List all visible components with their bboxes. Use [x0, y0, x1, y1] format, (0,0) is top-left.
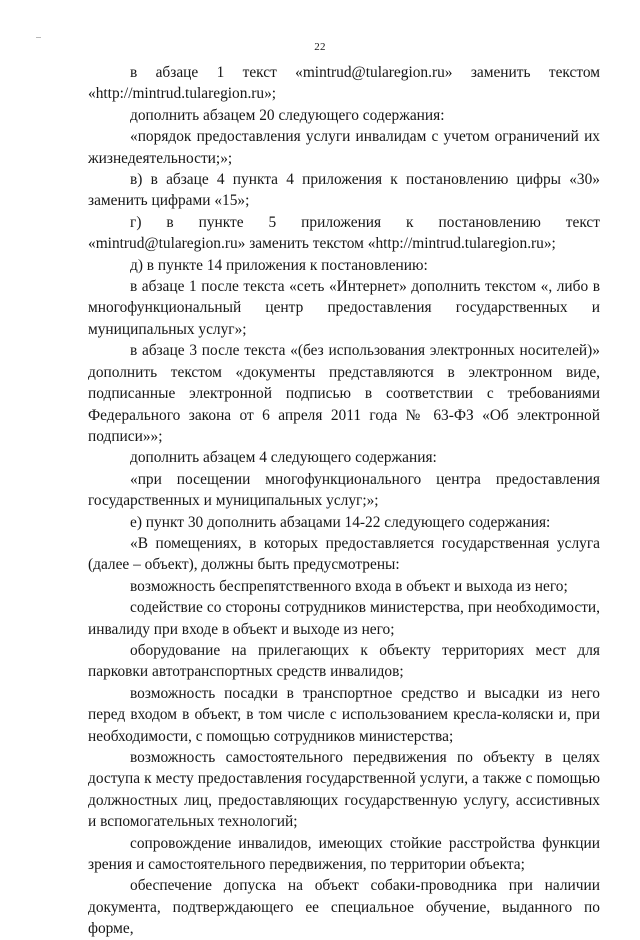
paragraph: в абзаце 1 текст «mintrud@tularegion.ru» заменить текстом «http://mintrud.tularegion.ru»; [88, 64, 600, 103]
paragraph: г) в пункте 5 приложения к постановлению текст «mintrud@tularegion.ru» заменить текстом «http://mintrud.tularegion.ru»; [88, 213, 600, 253]
paragraph: в) в абзаце 4 пункта 4 приложения к постановлению цифры «30» заменить цифрами «15»; [88, 171, 600, 210]
scan-mark [36, 37, 41, 38]
paragraph: д) в пункте 14 приложения к постановлению: [130, 256, 428, 274]
paragraph: возможность самостоятельного передвижения по объекту в целях доступа к месту предоставления государственной услуги, а также с помощью должностных лиц, предоставляющих государственную услугу, ассистивных и вспомогательных технологий; [88, 749, 600, 831]
paragraph: содействие со стороны сотрудников министерства, при необходимости, инвалиду при входе в объект и выходе из него; [88, 599, 600, 638]
paragraph: сопровождение инвалидов, имеющих стойкие расстройства функции зрения и самостоятельного передвижения, по территории объекта; [88, 834, 600, 874]
paragraph: в абзаце 3 после текста «(без использования электронных носителей)» дополнить текстом «документы представляются в электронном виде, подписанные электронной подписью в соответствии с требованиями Федерального закона от 6 апреля 2011 года № 63-ФЗ «Об электронной подписи»»; [88, 342, 600, 445]
paragraph: обеспечение допуска на объект собаки-проводника при наличии документа, подтверждающего ее специальное обучение, выданного по форме, [88, 877, 600, 938]
paragraph: возможность посадки в транспортное средство и высадки из него перед входом в объект, в том числе с использованием кресла-коляски и, при необходимости, с помощью сотрудников министерства; [88, 684, 600, 745]
document-body [88, 62, 600, 940]
paragraph: е) пункт 30 дополнить абзацами 14-22 следующего содержания: [130, 513, 551, 531]
paragraph: возможность беспрепятственного входа в объект и выхода из него; [130, 577, 568, 595]
paragraph: «порядок предоставления услуги инвалидам с учетом ограничений их жизнедеятельности;»; [88, 128, 600, 167]
paragraph: «при посещении многофункционального центра предоставления государственных и муниципальных услуг;»; [88, 470, 600, 510]
paragraph: дополнить абзацем 4 следующего содержания: [130, 449, 437, 467]
page-number: 22 [314, 41, 326, 53]
paragraph: дополнить абзацем 20 следующего содержания: [130, 106, 445, 124]
paragraph: «В помещениях, в которых предоставляется государственная услуга (далее – объект), должны быть предусмотрены: [88, 534, 600, 574]
paragraph: в абзаце 1 после текста «сеть «Интернет» дополнить текстом «, либо в многофункциональный центр предоставления государственных и муниципальных услуг»; [88, 278, 600, 338]
paragraph: оборудование на прилегающих к объекту территориях мест для парковки автотранспортных средств инвалидов; [88, 641, 600, 681]
